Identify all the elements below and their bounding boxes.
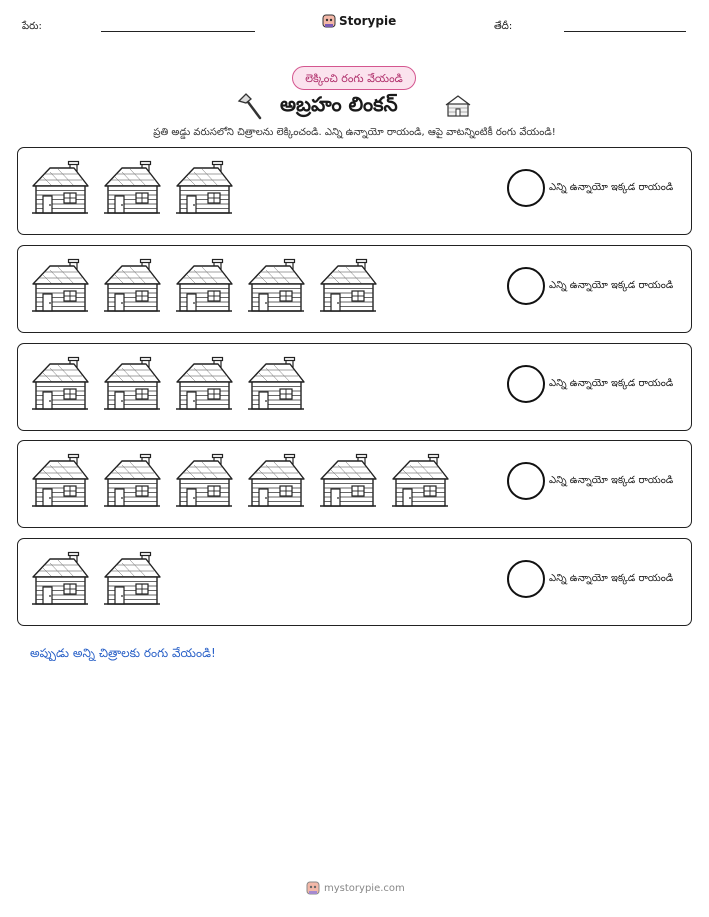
log-cabin-icon — [102, 160, 162, 216]
name-line[interactable] — [101, 31, 255, 32]
log-cabin-icon — [102, 453, 162, 509]
write-count-label: ఎన్ని ఉన్నాయో ఇక్కడ రాయండి — [549, 182, 674, 193]
log-cabin-icon — [174, 453, 234, 509]
counting-row — [17, 538, 692, 626]
log-cabin-icon — [444, 94, 472, 118]
log-cabin-icon — [30, 160, 90, 216]
axe-icon — [236, 92, 264, 120]
brand — [322, 13, 396, 29]
instructions: ప్రతి అడ్డు వరుసలోని చిత్రాలను లెక్కించండి. ఎన్ని ఉన్నాయో రాయండి, ఆపై వాటన్నింటికీ రంగు వేయండి! — [153, 127, 556, 138]
counting-row — [17, 245, 692, 333]
picture-group — [30, 160, 234, 216]
log-cabin-icon — [174, 356, 234, 412]
picture-group — [30, 258, 378, 314]
log-cabin-icon — [30, 453, 90, 509]
log-cabin-icon — [102, 551, 162, 607]
write-count-label: ఎన్ని ఉన్నాయో ఇక్కడ రాయండి — [549, 573, 674, 584]
log-cabin-icon — [318, 453, 378, 509]
counting-row — [17, 343, 692, 431]
activity-badge: లెక్కించి రంగు వేయండి — [292, 66, 416, 90]
counting-row — [17, 147, 692, 235]
brand-name: Storypie — [339, 14, 397, 28]
log-cabin-icon — [30, 258, 90, 314]
title-row — [0, 92, 709, 124]
log-cabin-icon — [102, 258, 162, 314]
counting-row — [17, 440, 692, 528]
worksheet-header — [0, 10, 709, 50]
date-line[interactable] — [564, 31, 686, 32]
answer-circle[interactable] — [507, 462, 545, 500]
write-count-label: ఎన్ని ఉన్నాయో ఇక్కడ రాయండి — [549, 475, 674, 486]
answer-circle[interactable] — [507, 560, 545, 598]
write-count-label: ఎన్ని ఉన్నాయో ఇక్కడ రాయండి — [549, 378, 674, 389]
log-cabin-icon — [318, 258, 378, 314]
answer-circle[interactable] — [507, 169, 545, 207]
log-cabin-icon — [174, 160, 234, 216]
write-count-label: ఎన్ని ఉన్నాయో ఇక్కడ రాయండి — [549, 280, 674, 291]
log-cabin-icon — [30, 356, 90, 412]
site-footer — [306, 880, 405, 896]
log-cabin-icon — [30, 551, 90, 607]
picture-group — [30, 453, 450, 509]
log-cabin-icon — [102, 356, 162, 412]
log-cabin-icon — [246, 258, 306, 314]
answer-circle[interactable] — [507, 365, 545, 403]
name-label: పేరు: — [22, 21, 42, 32]
log-cabin-icon — [390, 453, 450, 509]
site-url: mystorypie.com — [324, 882, 405, 894]
page-title: అబ్రహం లింకన్ — [280, 92, 398, 116]
color-all-instruction: అప్పుడు అన్ని చిత్రాలకు రంగు వేయండి! — [30, 646, 216, 660]
storypie-logo-icon — [306, 880, 320, 896]
log-cabin-icon — [246, 453, 306, 509]
date-label: తేదీ: — [494, 21, 513, 32]
picture-group — [30, 356, 306, 412]
storypie-logo-icon — [322, 13, 336, 29]
log-cabin-icon — [246, 356, 306, 412]
picture-group — [30, 551, 162, 607]
answer-circle[interactable] — [507, 267, 545, 305]
log-cabin-icon — [174, 258, 234, 314]
